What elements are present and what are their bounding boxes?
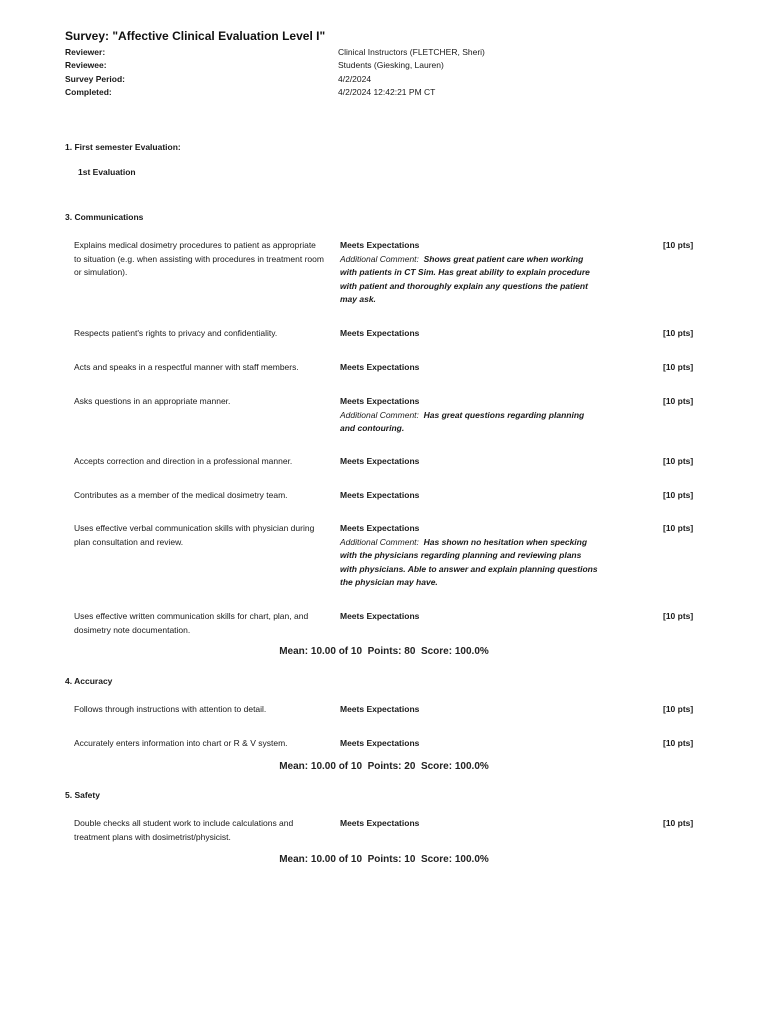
comment-label: Additional Comment: (340, 409, 419, 420)
response (340, 489, 600, 503)
response-label: Meets Expectations (340, 818, 420, 828)
response-label: Meets Expectations (340, 456, 420, 466)
comment-text: Has shown no hesitation when specking with the physicians regarding planning and reviewing plans with physicians. Able to answer and explain planning questions the physician may have. (340, 536, 598, 587)
meta-value: 4/2/2024 12:42:21 PM CT (338, 87, 436, 97)
question-heading: 3. Communications (65, 212, 144, 222)
response (340, 327, 600, 341)
summary-score: Score: 100.0% (420, 854, 489, 865)
response-label: Meets Expectations (340, 523, 420, 533)
criterion-text: Contributes as a member of the medical dosimetry team. (74, 490, 288, 500)
criterion-text: Explains medical dosimetry procedures to patient as appropriate to situation (e.g. when assisting with procedures in treatment room or simulation). (74, 240, 324, 277)
response-label: Meets Expectations (340, 490, 420, 500)
meta-label: Survey Period: (65, 74, 125, 84)
criterion-text: Accepts correction and direction in a professional manner. (74, 456, 293, 466)
points: [10 pts] (663, 328, 694, 338)
summary-points: Points: 10 (367, 854, 416, 865)
question-heading: 5. Safety (65, 790, 100, 800)
response (340, 361, 600, 375)
response (340, 522, 600, 590)
section-summary (0, 761, 768, 772)
response-label: Meets Expectations (340, 738, 420, 748)
summary-points: Points: 20 (367, 761, 416, 772)
additional-comment (340, 409, 600, 436)
response-label: Meets Expectations (340, 704, 420, 714)
criterion-text: Follows through instructions with attention to detail. (74, 704, 267, 714)
comment-text: Has great questions regarding planning and contouring. (340, 409, 585, 433)
response (340, 817, 600, 831)
points: [10 pts] (663, 396, 694, 406)
points: [10 pts] (663, 818, 694, 828)
criterion-text: Uses effective written communication skills for chart, plan, and dosimetry note documentation. (74, 611, 309, 635)
section-summary (0, 646, 768, 657)
summary-score: Score: 100.0% (420, 761, 489, 772)
additional-comment (340, 536, 600, 590)
points: [10 pts] (663, 240, 694, 250)
criterion-text: Acts and speaks in a respectful manner with staff members. (74, 362, 299, 372)
summary-mean: Mean: 10.00 of 10 (279, 646, 363, 657)
response (340, 703, 600, 717)
response (340, 239, 600, 307)
response (340, 737, 600, 751)
question-heading: 1. First semester Evaluation: (65, 142, 181, 152)
comment-label: Additional Comment: (340, 253, 419, 264)
meta-label: Completed: (65, 87, 112, 97)
question-heading: 4. Accuracy (65, 676, 113, 686)
points: [10 pts] (663, 490, 694, 500)
criterion-text: Double checks all student work to include calculations and treatment plans with dosimetrist/physicist. (74, 818, 294, 842)
meta-value: Clinical Instructors (FLETCHER, Sheri) (338, 47, 485, 57)
criterion-text: Asks questions in an appropriate manner. (74, 396, 231, 406)
points: [10 pts] (663, 704, 694, 714)
comment-text: Shows great patient care when working with patients in CT Sim. Has great ability to explain procedure with patient and thoroughly explain any questions the patient may ask. (340, 253, 590, 304)
survey-title: Survey: "Affective Clinical Evaluation Level I" (65, 29, 326, 43)
meta-label: Reviewer: (65, 47, 106, 57)
response (340, 610, 600, 624)
summary-mean: Mean: 10.00 of 10 (279, 761, 363, 772)
response-label: Meets Expectations (340, 240, 420, 250)
comment-label: Additional Comment: (340, 536, 419, 547)
meta-label: Reviewee: (65, 60, 107, 70)
points: [10 pts] (663, 456, 694, 466)
meta-value: 4/2/2024 (338, 74, 372, 84)
response (340, 455, 600, 469)
response-label: Meets Expectations (340, 396, 420, 406)
response-label: Meets Expectations (340, 611, 420, 621)
points: [10 pts] (663, 611, 694, 621)
meta-value: Students (Giesking, Lauren) (338, 60, 444, 70)
points: [10 pts] (663, 362, 694, 372)
criterion-text: Accurately enters information into chart or R & V system. (74, 738, 288, 748)
summary-score: Score: 100.0% (420, 646, 489, 657)
response (340, 395, 600, 436)
points: [10 pts] (663, 523, 694, 533)
question-answer: 1st Evaluation (78, 167, 136, 177)
additional-comment (340, 253, 600, 307)
section-summary (0, 854, 768, 865)
summary-points: Points: 80 (367, 646, 416, 657)
response-label: Meets Expectations (340, 328, 420, 338)
summary-mean: Mean: 10.00 of 10 (279, 854, 363, 865)
points: [10 pts] (663, 738, 694, 748)
criterion-text: Uses effective verbal communication skills with physician during plan consultation and review. (74, 523, 315, 547)
response-label: Meets Expectations (340, 362, 420, 372)
criterion-text: Respects patient's rights to privacy and confidentiality. (74, 328, 278, 338)
